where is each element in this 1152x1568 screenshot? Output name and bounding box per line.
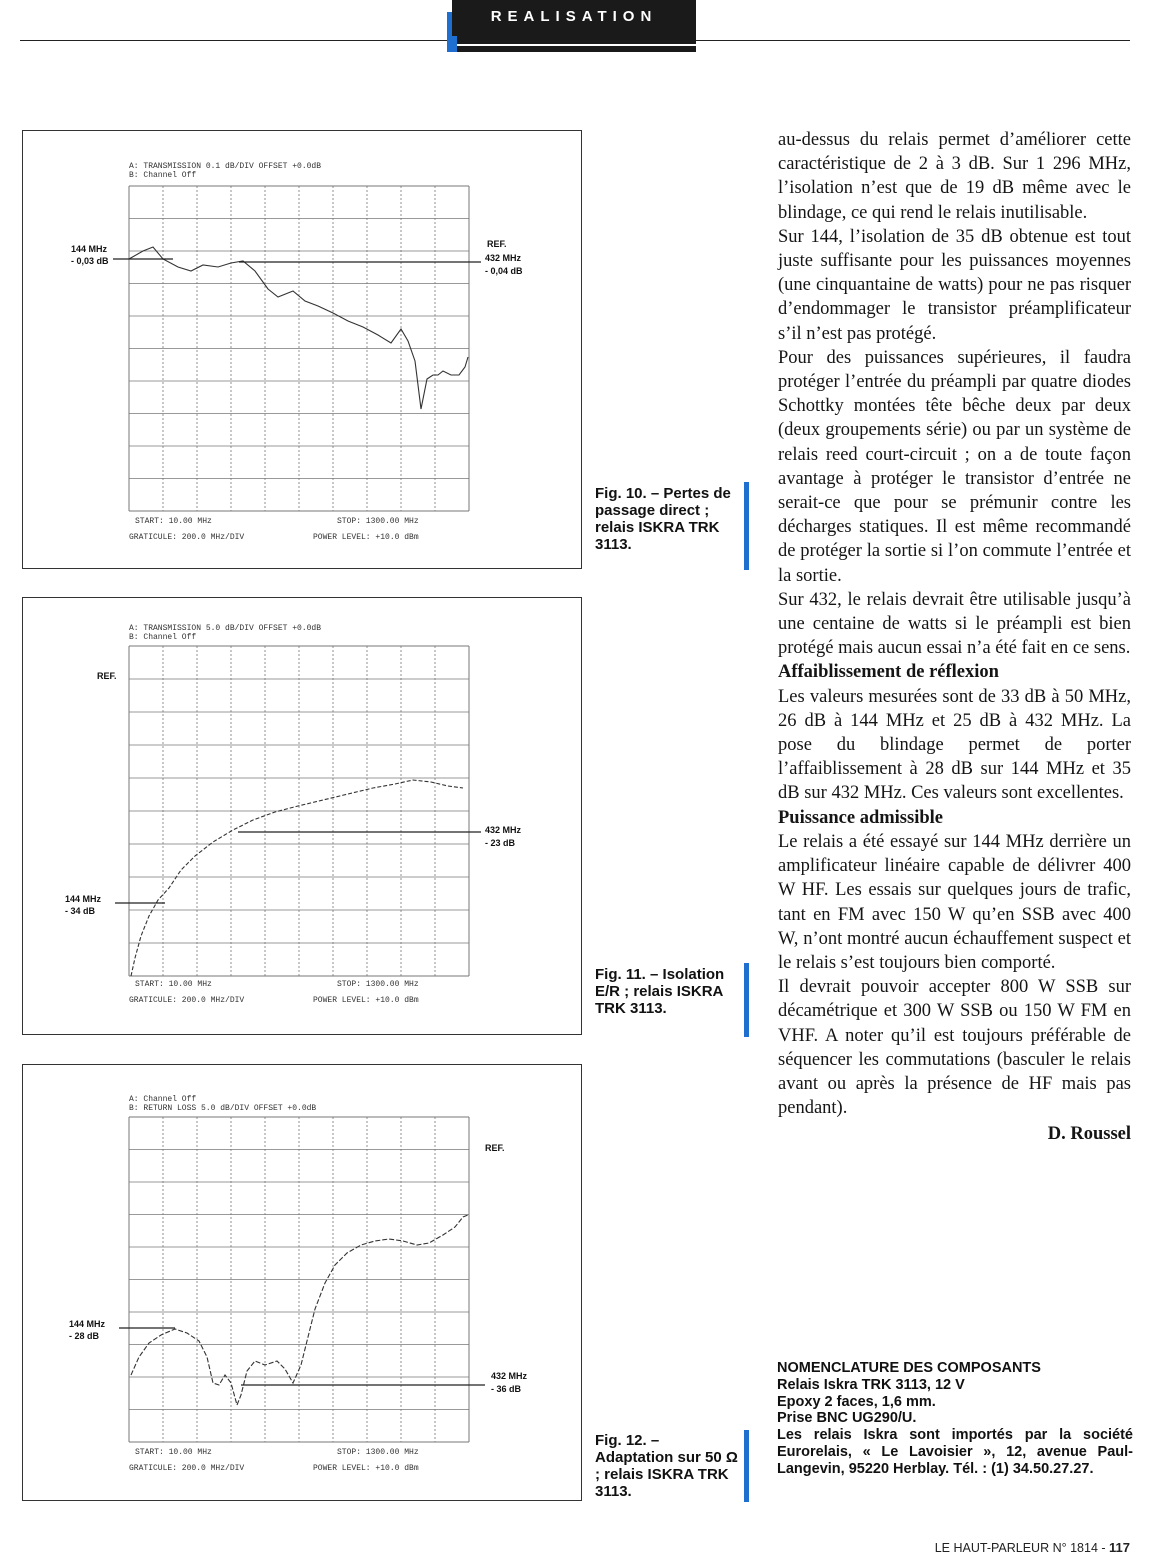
fig10-label-144-value: - 0,03 dB — [71, 256, 109, 266]
fig11-label-432-value: - 23 dB — [485, 838, 516, 848]
footer-magazine: LE HAUT-PARLEUR N° 1814 - — [934, 1541, 1110, 1555]
fig11-label-432: 432 MHz — [485, 825, 522, 835]
fig10-power: POWER LEVEL: +10.0 dBm — [313, 533, 419, 542]
figure-12 — [22, 1064, 582, 1501]
nomenclature-title: NOMENCLATURE DES COMPOSANTS — [777, 1360, 1041, 1376]
fig10-grid — [129, 186, 469, 511]
fig12-grid — [129, 1117, 469, 1442]
fig12-start: START: 10.00 MHz — [135, 1448, 212, 1457]
fig12-trace — [131, 1215, 468, 1405]
figure-10 — [22, 130, 582, 569]
fig11-label-144-value: - 34 dB — [65, 906, 96, 916]
fig10-trace — [129, 247, 468, 409]
fig12-screen-sub: B: RETURN LOSS 5.0 dB/DIV OFFSET +0.0dB — [129, 1104, 317, 1113]
fig11-stop: STOP: 1300.00 MHz — [337, 980, 419, 989]
fig12-label-432-value: - 36 dB — [491, 1384, 522, 1394]
fig11-grid — [129, 646, 469, 976]
fig11-screen-sub: B: Channel Off — [129, 633, 197, 642]
nomenclature-line: Relais Iskra TRK 3113, 12 V — [777, 1376, 965, 1393]
nomenclature-box — [777, 1360, 1133, 1478]
fig12-caption: Fig. 12. – Adaptation sur 50 Ω ; relais ISKRA TRK 3113. — [595, 1432, 738, 1500]
fig12-power: POWER LEVEL: +10.0 dBm — [313, 1464, 419, 1473]
article-column — [778, 128, 1131, 1147]
article-paragraph: Le relais a été essayé sur 144 MHz derrière un amplificateur linéaire capable de délivrer 400 W HF. Les essais sur quelques jours de trafic, tant en FM avec 150 W qu’en SSB avec 400 W, n’ont montré aucun échauffement suspect et le relais s’est toujours bien comporté. — [778, 831, 1131, 973]
fig12-plot — [23, 1065, 581, 1500]
fig11-caption-bar — [744, 963, 749, 1037]
fig11-power: POWER LEVEL: +10.0 dBm — [313, 996, 419, 1005]
fig10-screen-sub: B: Channel Off — [129, 171, 197, 180]
article-paragraph: Les valeurs mesurées sont de 33 dB à 50 MHz, 26 dB à 144 MHz et 25 dB à 432 MHz. La pose du blindage permet de porter l’affaiblissement à 28 dB sur 144 MHz et 35 dB sur 432 MHz. Ces valeurs sont excellentes. — [778, 686, 1131, 804]
page-number: 117 — [1109, 1540, 1130, 1555]
fig11-start: START: 10.00 MHz — [135, 980, 212, 989]
fig12-caption-bar — [744, 1430, 749, 1502]
header-stripe — [457, 44, 696, 46]
fig10-label-432-value: - 0,04 dB — [485, 266, 523, 276]
fig11-plot — [23, 598, 581, 1034]
fig11-trace — [131, 780, 463, 976]
fig11-label-144: 144 MHz — [65, 894, 102, 904]
nomenclature-importer: Les relais Iskra sont importés par la société Eurorelais, « Le Lavoisier », 12, avenue Paul-Langevin, 95220 Herblay. Tél. : (1) 34.50.27.27. — [777, 1427, 1133, 1477]
article-paragraph: Sur 432, le relais devrait être utilisable jusqu’à une centaine de watts si le préampli est bien protégé mais aucun essai n’a été fait en ce sens. — [778, 589, 1131, 659]
article-paragraph: au-dessus du relais permet d’améliorer cette caractéristique de 2 à 3 dB. Sur 1 296 MHz, l’isolation n’est que de 19 dB même avec le blindage, ce qui rend le relais inutilisable. — [778, 130, 1131, 223]
section-title: REALISATION — [452, 0, 696, 36]
fig12-label-ref: REF. — [485, 1143, 505, 1153]
fig10-screen-top: A: TRANSMISSION 0.1 dB/DIV OFFSET +0.0dB — [129, 162, 322, 171]
fig10-caption-bar — [744, 482, 749, 570]
author-signature: D. Roussel — [1047, 1124, 1131, 1145]
fig10-start: START: 10.00 MHz — [135, 517, 212, 526]
article-paragraph: Sur 144, l’isolation de 35 dB obtenue est tout juste suffisante pour les puissances moyennes (une cinquantaine de watts) pour ne pas risquer d’endommager le transistor préamplificateur s’il n’est pas protégé. — [778, 226, 1131, 344]
fig10-plot — [23, 131, 581, 568]
page-footer — [935, 1540, 1130, 1555]
fig12-label-144-value: - 28 dB — [69, 1331, 100, 1341]
fig11-graticule: GRATICULE: 200.0 MHz/DIV — [129, 996, 245, 1005]
nomenclature-line: Epoxy 2 faces, 1,6 mm. — [777, 1393, 936, 1410]
fig10-label-144: 144 MHz — [71, 244, 108, 254]
fig12-label-144: 144 MHz — [69, 1319, 106, 1329]
nomenclature-line: Prise BNC UG290/U. — [777, 1410, 917, 1427]
fig10-graticule: GRATICULE: 200.0 MHz/DIV — [129, 533, 245, 542]
section-heading-reflection: Affaiblissement de réflexion — [778, 662, 999, 683]
fig12-graticule: GRATICULE: 200.0 MHz/DIV — [129, 1464, 245, 1473]
fig10-caption: Fig. 10. – Pertes de passage direct ; relais ISKRA TRK 3113. — [595, 485, 731, 553]
fig11-caption: Fig. 11. – Isolation E/R ; relais ISKRA TRK 3113. — [595, 966, 725, 1017]
fig10-label-432: 432 MHz — [485, 253, 522, 263]
section-heading-power: Puissance admissible — [778, 807, 943, 828]
figure-11 — [22, 597, 582, 1035]
fig11-label-ref: REF. — [97, 671, 117, 681]
fig12-stop: STOP: 1300.00 MHz — [337, 1448, 419, 1457]
article-paragraph: Il devrait pouvoir accepter 800 W SSB sur décamétrique et 300 W SSB ou 150 W FM en VHF. A noter qu’il est toujours préférable de séquencer les commutations (basculer le relais avant ou après la présence de HF mais pas pendant). — [778, 977, 1131, 1119]
fig12-label-432: 432 MHz — [491, 1371, 528, 1381]
fig11-screen-top: A: TRANSMISSION 5.0 dB/DIV OFFSET +0.0dB — [129, 624, 322, 633]
fig12-screen-top: A: Channel Off — [129, 1095, 197, 1104]
fig10-stop: STOP: 1300.00 MHz — [337, 517, 419, 526]
article-paragraph: Pour des puissances supérieures, il faudra protéger l’entrée du préampli par quatre diodes Schottky montées tête bêche deux par deux (deux groupements série) ou par un système de relais reed court-circuit ; on a de toute façon avantage à protéger le transistor d’entrée ne serait-ce que pour se prémunir contre les décharges statiques. Il est même recommandé de protéger la sortie si l’on commute l’entrée et la sortie. — [778, 347, 1131, 586]
fig10-label-ref: REF. — [487, 239, 507, 249]
